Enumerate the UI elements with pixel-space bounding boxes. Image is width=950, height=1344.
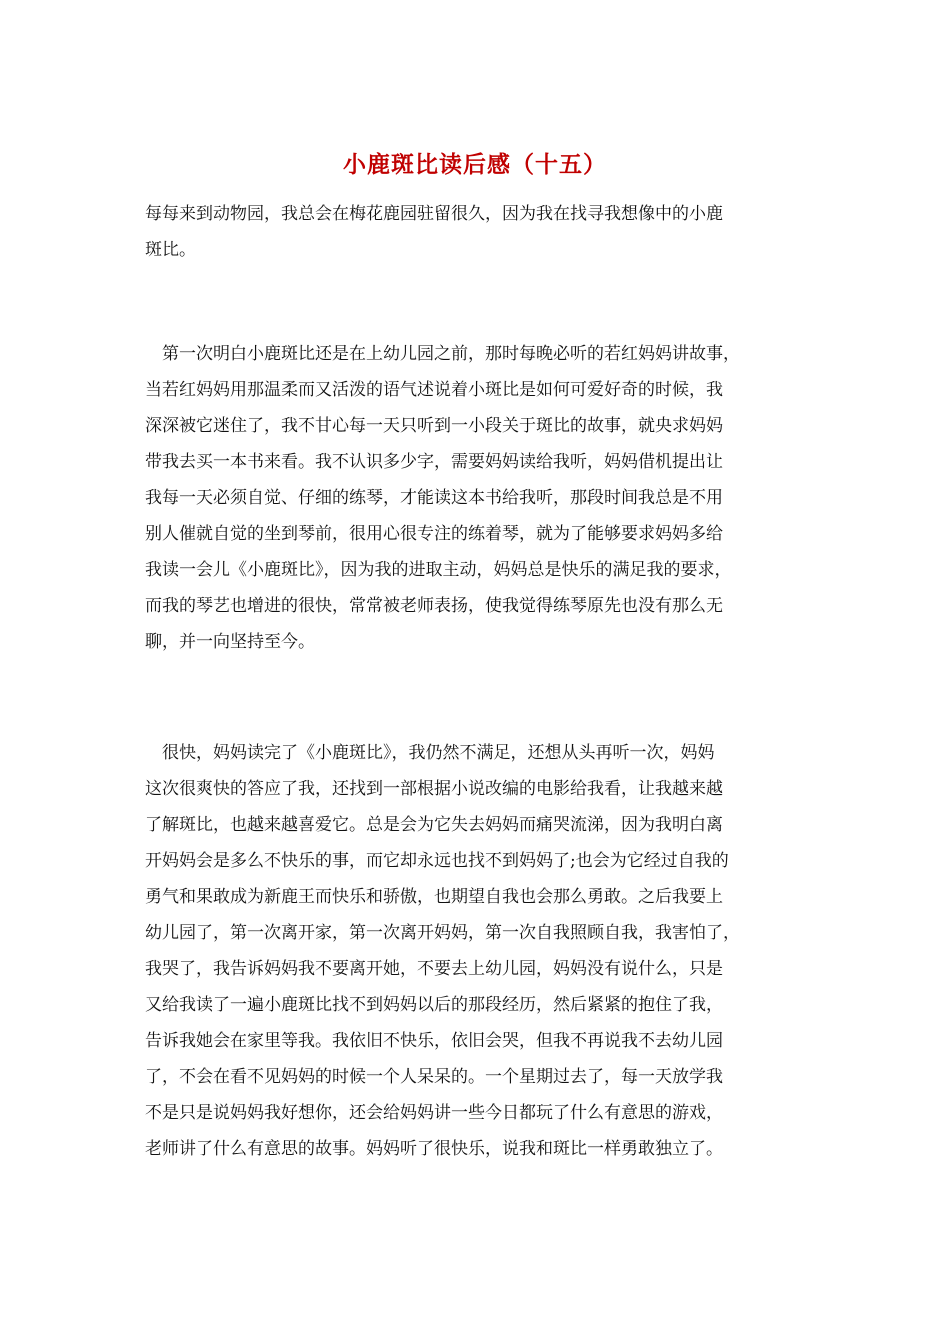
paragraph-line: 了解斑比，也越来越喜爱它。总是会为它失去妈妈而痛哭流涕，因为我明白离 [145, 815, 723, 835]
paragraph-line: 又给我读了一遍小鹿斑比找不到妈妈以后的那段经历，然后紧紧的抱住了我， [145, 995, 723, 1015]
paragraph-line: 了，不会在看不见妈妈的时候一个人呆呆的。一个星期过去了，每一天放学我 [145, 1067, 723, 1087]
document-title: 小鹿斑比读后感（十五） [343, 151, 607, 178]
paragraph-3 [145, 735, 740, 1167]
paragraph-2 [145, 336, 740, 660]
paragraph-line: 我每一天必须自觉、仔细的练琴，才能读这本书给我听，那段时间我总是不用 [145, 488, 723, 508]
paragraph-line: 很快，妈妈读完了《小鹿斑比》，我仍然不满足，还想从头再听一次，妈妈 [145, 743, 715, 763]
paragraph-line: 告诉我她会在家里等我。我依旧不快乐，依旧会哭，但我不再说我不去幼儿园 [145, 1031, 723, 1051]
paragraph-1 [145, 196, 723, 268]
paragraph-line: 而我的琴艺也增进的很快，常常被老师表扬，使我觉得练琴原先也没有那么无 [145, 596, 723, 616]
paragraph-line: 我哭了，我告诉妈妈我不要离开她，不要去上幼儿园，妈妈没有说什么，只是 [145, 959, 723, 979]
paragraph-line: 聊，并一向坚持至今。 [145, 632, 315, 652]
paragraph-line: 老师讲了什么有意思的故事。妈妈听了很快乐，说我和斑比一样勇敢独立了。 [145, 1139, 723, 1159]
paragraph-line: 深深被它迷住了，我不甘心每一天只听到一小段关于斑比的故事，就央求妈妈 [145, 416, 723, 436]
paragraph-line: 幼儿园了，第一次离开家，第一次离开妈妈，第一次自我照顾自我，我害怕了， [145, 923, 740, 943]
paragraph-line: 别人催就自觉的坐到琴前，很用心很专注的练着琴，就为了能够要求妈妈多给 [145, 524, 723, 544]
paragraph-line: 勇气和果敢成为新鹿王而快乐和骄傲，也期望自我也会那么勇敢。之后我要上 [145, 887, 723, 907]
paragraph-line: 带我去买一本书来看。我不认识多少字，需要妈妈读给我听，妈妈借机提出让 [145, 452, 723, 472]
paragraph-line: 第一次明白小鹿斑比还是在上幼儿园之前，那时每晚必听的若红妈妈讲故事， [145, 344, 740, 364]
paragraph-line: 每每来到动物园，我总会在梅花鹿园驻留很久，因为我在找寻我想像中的小鹿 [145, 204, 723, 224]
paragraph-line: 当若红妈妈用那温柔而又活泼的语气述说着小斑比是如何可爱好奇的时候，我 [145, 380, 723, 400]
paragraph-line: 我读一会儿《小鹿斑比》，因为我的进取主动，妈妈总是快乐的满足我的要求， [145, 560, 732, 580]
paragraph-line: 这次很爽快的答应了我，还找到一部根据小说改编的电影给我看，让我越来越 [145, 779, 723, 799]
paragraph-line: 开妈妈会是多么不快乐的事，而它却永远也找不到妈妈了;也会为它经过自我的 [145, 851, 729, 871]
paragraph-line: 不是只是说妈妈我好想你，还会给妈妈讲一些今日都玩了什么有意思的游戏， [145, 1103, 723, 1123]
paragraph-line: 斑比。 [145, 240, 196, 260]
